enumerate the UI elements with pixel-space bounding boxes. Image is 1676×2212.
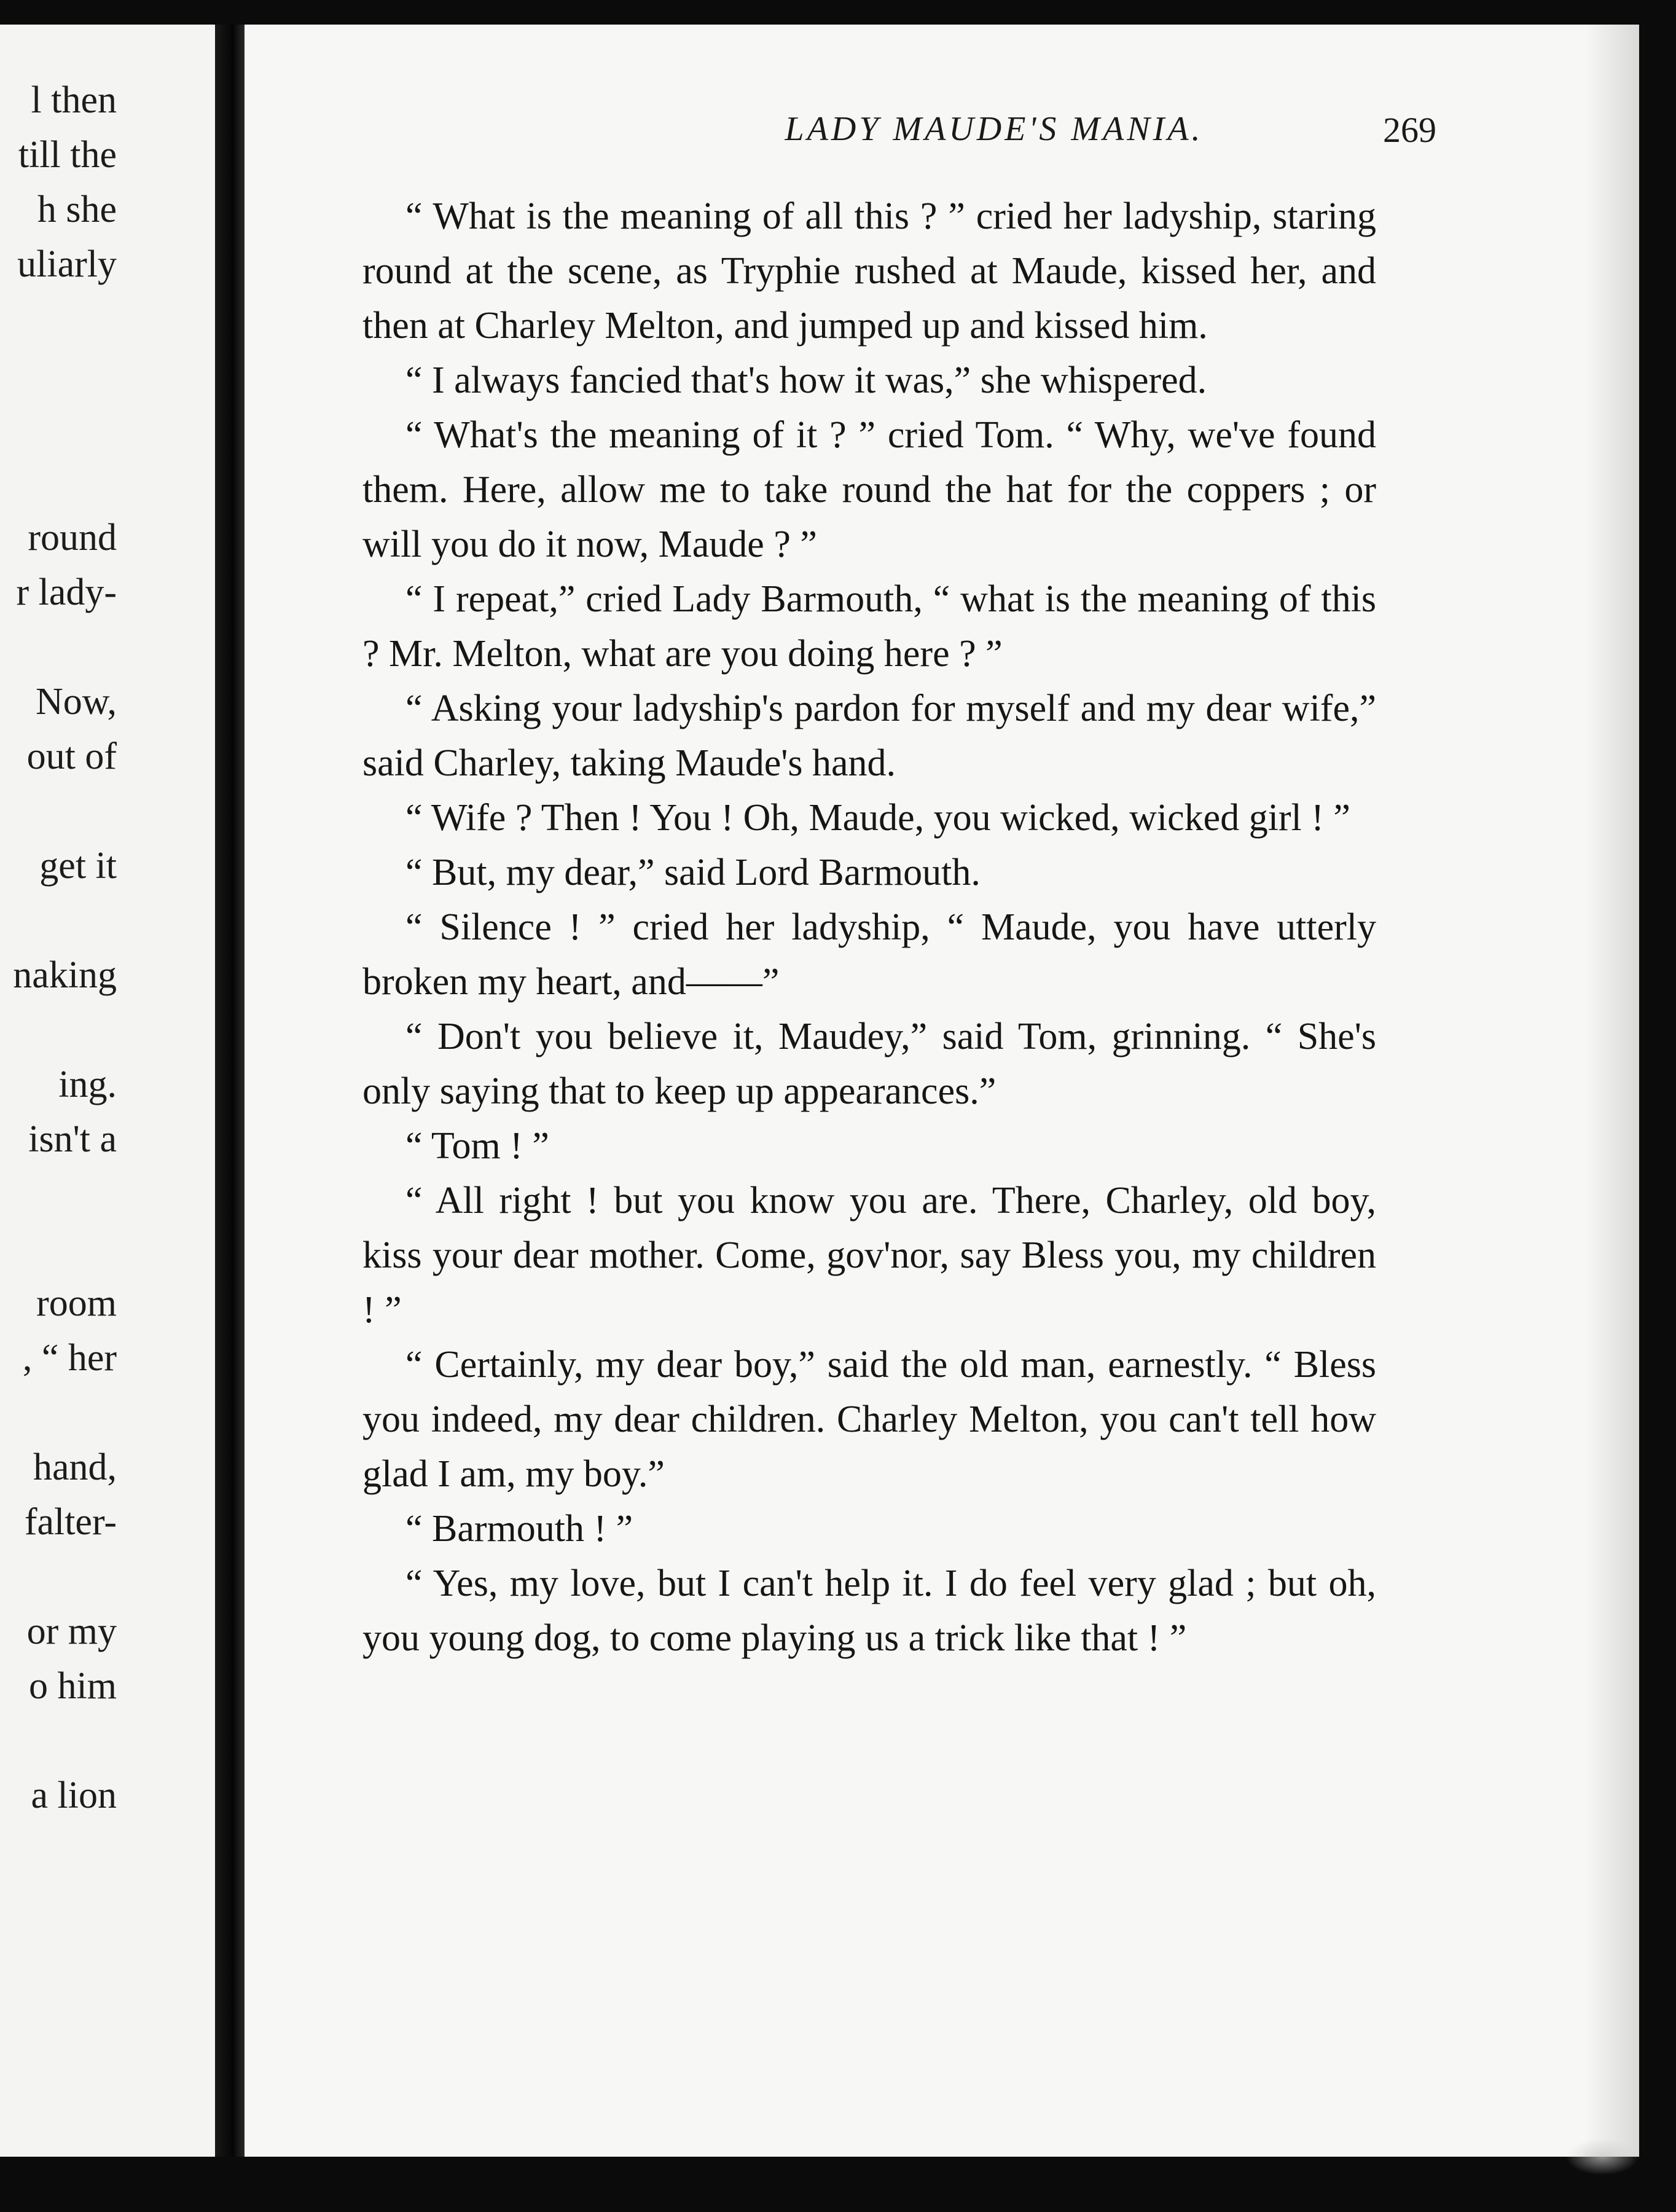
paragraph: “ I repeat,” cried Lady Barmouth, “ what is the meaning of this ? Mr. Melton, what are you doing here ? ”	[362, 578, 1376, 675]
left-page-fragment: r lady-	[16, 571, 117, 613]
scan-artifact	[1565, 2138, 1639, 2175]
left-page-fragment: room	[36, 1282, 117, 1324]
left-page-fragment: round	[28, 517, 117, 559]
left-page-fragment: or my	[26, 1610, 117, 1652]
left-page-fragment: falter-	[24, 1501, 117, 1543]
left-page-fragment: ing.	[58, 1064, 117, 1105]
paragraph: “ Silence ! ” cried her ladyship, “ Maude, you have utterly broken my heart, and——”	[362, 906, 1376, 1003]
book-gutter	[215, 25, 245, 2157]
paragraph: “ Tom ! ”	[405, 1125, 549, 1167]
left-page-fragment: till the	[18, 134, 117, 176]
facing-page-left	[0, 25, 215, 2157]
left-page-fragment: o him	[29, 1665, 117, 1707]
paragraph: “ Asking your ladyship's pardon for myself and my dear wife,” said Charley, taking Maude's hand.	[362, 688, 1376, 784]
body-text	[362, 189, 1376, 1666]
paragraph: “ All right ! but you know you are. There, Charley, old boy, kiss your dear mother. Come, gov'nor, say Bless you, my children ! ”	[362, 1180, 1376, 1331]
left-page-fragment: isn't a	[28, 1118, 117, 1160]
paragraph: “ I always fancied that's how it was,” she whispered.	[405, 359, 1207, 401]
paragraph: “ What's the meaning of it ? ” cried Tom. “ Why, we've found them. Here, allow me to take round the hat for the coppers ; or will you do it now, Maude ? ”	[362, 414, 1376, 565]
left-page-fragment: out of	[26, 735, 117, 777]
left-page-fragment: h she	[37, 189, 117, 230]
paragraph: “ But, my dear,” said Lord Barmouth.	[405, 852, 981, 893]
left-page-fragment: naking	[13, 954, 117, 996]
paragraph: “ Wife ? Then ! You ! Oh, Maude, you wicked, wicked girl ! ”	[405, 797, 1350, 839]
book-page-right	[245, 25, 1639, 2157]
left-page-fragment: Now,	[35, 681, 117, 723]
paragraph: “ Barmouth ! ”	[405, 1508, 633, 1550]
page-number: 269	[1383, 110, 1436, 150]
paragraph: “ Certainly, my dear boy,” said the old man, earnestly. “ Bless you indeed, my dear children. Charley Melton, you can't tell how glad I am, my boy.”	[362, 1344, 1376, 1495]
left-page-fragment: hand,	[33, 1446, 117, 1488]
paragraph: “ Don't you believe it, Maudey,” said Tom, grinning. “ She's only saying that to keep up appearances.”	[362, 1016, 1376, 1112]
left-page-fragment: l then	[31, 79, 117, 121]
paragraph: “ Yes, my love, but I can't help it. I do feel very glad ; but oh, you young dog, to come playing us a trick like that ! ”	[362, 1563, 1376, 1659]
running-title: LADY MAUDE'S MANIA.	[785, 110, 1204, 148]
paragraph: “ What is the meaning of all this ? ” cried her ladyship, staring round at the scene, as Tryphie rushed at Maude, kissed her, and then at Charley Melton, and jumped up and kissed him.	[362, 195, 1376, 347]
left-page-fragment: , “ her	[22, 1337, 117, 1379]
left-page-fragment: get it	[39, 845, 117, 887]
left-page-fragment: a lion	[31, 1775, 117, 1816]
left-page-fragment: uliarly	[17, 243, 117, 285]
